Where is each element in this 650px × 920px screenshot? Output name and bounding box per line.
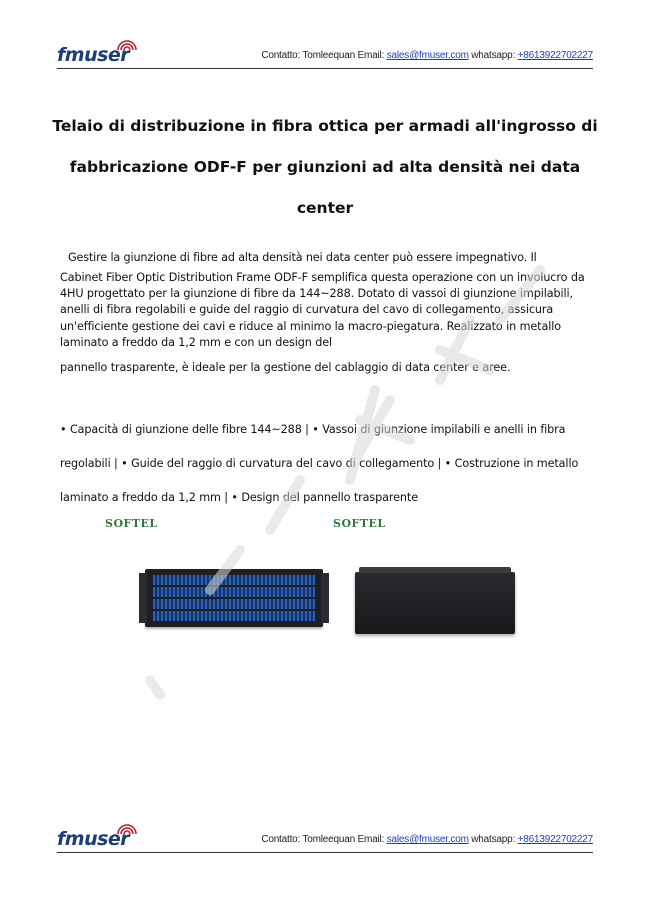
feature-bullets: • Capacità di giunzione delle fibre 144~288 | • Vassoi di giunzione impilabili e anelli in fibra regolabili | • Guide del raggio di curvatura del cavo di collegamento | • Costruzione in metallo laminato a freddo da 1,2 mm | • Design del pannello trasparente <box>60 423 579 504</box>
signal-waves-icon <box>117 822 137 836</box>
email-link[interactable]: sales@fmuser.com <box>386 50 469 61</box>
product-image-rack <box>105 517 325 642</box>
contact-info: Contatto: Tomleequan Email: sales@fmuser.com whatsapp: +8613922702227 <box>261 50 593 61</box>
brand-label: SOFTEL <box>105 517 158 530</box>
intro-paragraph: Gestire la giunzione di fibre ad alta densità nei data center può essere impegnativo. Il Cabinet Fiber Optic Distribution Frame ODF-F semplifica questa operazione con un involucro da 4HU progettato per la giunzione di fibre da 144~288. Dotato di vassoi di giunzione impilabili, anelli di fibra regolabili e guide del raggio di curvatura del cavo di collegamento, assicura un'efficiente gestione dei cavi e riduce al minimo la macro-piegatura. Realizzato in metallo laminato a freddo da 1,2 mm e con un design del pannello trasparente, è ideale per la gestione del cablaggio di data center e aree. <box>60 251 585 375</box>
page-header <box>57 38 593 72</box>
contact-info: Contatto: Tomleequan Email: sales@fmuser.com whatsapp: +8613922702227 <box>261 834 593 845</box>
phone-link[interactable]: +8613922702227 <box>517 50 593 61</box>
header-rule <box>57 68 593 69</box>
brand-label: SOFTEL <box>333 517 386 530</box>
odf-rack-front-image <box>145 569 323 627</box>
fmuser-logo: fmuser <box>57 822 147 852</box>
page-title: Telaio di distribuzione in fibra ottica per armadi all'ingrosso di fabbricazione ODF-F per giunzioni ad alta densità nei data center <box>52 117 598 217</box>
product-image-enclosure <box>330 517 530 642</box>
page-footer <box>57 822 593 856</box>
phone-link[interactable]: +8613922702227 <box>517 834 593 845</box>
signal-waves-icon <box>117 38 137 52</box>
footer-rule <box>57 852 593 853</box>
email-link[interactable]: sales@fmuser.com <box>386 834 469 845</box>
fmuser-logo: fmuser <box>57 38 147 68</box>
odf-enclosure-image <box>355 572 515 634</box>
